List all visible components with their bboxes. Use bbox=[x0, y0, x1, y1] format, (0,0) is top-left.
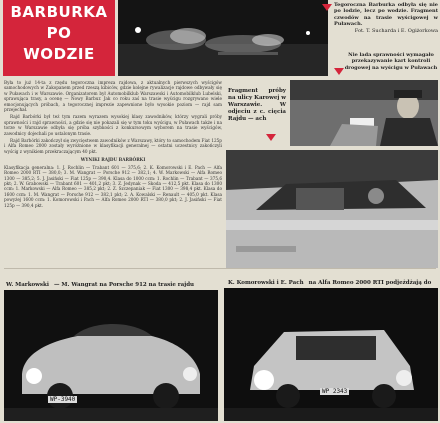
photo-porsche-night-image bbox=[4, 290, 218, 421]
right-photo-caption bbox=[344, 52, 438, 71]
results-text: Klasyfikacja generalna: 1. J. Rochlin — Trabant 601 — 375,6; 2. K. Komorowski i E. Pach — Alfa Romeo 2000 RTI — 380,0; 3. M. Wangrat — Porsche 912 — 382,1; 4. W. Markowski — Alfa Romeo 1300 — 385,2; 5. J. Jasiński — Fiat 125p — 390,4. Klasa do 1000 ccm: 1. Rochlin — Trabant — 375,6 pkt; 2. W. Grabowski — Trabant 601 — 401,2 pkt; 3. Z. Jedynak — Skoda — 412,5 pkt. Klasa do 1300 ccm: 1. Markowski — Alfa Romeo — 385,2 pkt; 2. Z. Szczepaniak — Fiat 1300 — 398,4 pkt. Klasa do 1600 ccm: 1. M. Wangrat — Porsche 912 — 382,1 pkt; 2. A. Kowalski — Renault — 405,0 pkt. Klasa powyżej 1600 ccm: 1. Komorowski i Pach — Alfa Romeo 2000 RTI — 380,0 pkt; 2. J. Jasiński — Fiat 125p — 390,4 pkt. bbox=[4, 164, 222, 208]
photo-car-rally bbox=[226, 150, 438, 268]
bottom-left-caption-names: W. Markowski bbox=[6, 282, 49, 288]
top-caption-credit: Fot. T. Sucharda i E. Ogiżorkowa bbox=[354, 28, 438, 35]
license-plate-right: WP 2343 bbox=[322, 388, 348, 395]
photo-porsche-night bbox=[4, 290, 218, 421]
caption-marker-icon-3 bbox=[266, 134, 276, 141]
article-paragraph-2: Rajd Barbórki był też tym razem wyrazem wysokiej klasy zawodników, którzy wygrali próby sprawności i rajd sprawności, a gdzie się nie pokazali się w tym toku wyścigu, w Puławach także i na torze w Warszawie odbyła się próba szybkości z konkursowym wyborem na trasie wyścigów, zawodnicy dojechali po ustalonym trasie. bbox=[4, 114, 222, 136]
results-heading: WYNIKI RAJDU BARBÓRKI bbox=[80, 157, 146, 163]
photo-night-race-water-image bbox=[118, 0, 328, 76]
article-title-box bbox=[3, 0, 115, 76]
bottom-right-caption-text: na Alfa Romeo 2000 RTI podjeżdżają do bbox=[308, 280, 432, 286]
article-title-line-2: PO bbox=[46, 24, 72, 42]
photo-card-handover bbox=[290, 80, 438, 146]
article-body bbox=[4, 80, 222, 280]
photo-alfa-romeo-night-image bbox=[224, 288, 438, 421]
top-caption-text: Tegoroczna Barburka odbyła się nie po lodzie, lecz po wodzie. Fragment czwodów na trasie wyścigowej w Puławach. bbox=[334, 2, 438, 27]
bottom-left-caption bbox=[6, 271, 218, 290]
bottom-right-caption-names: K. Komorowski i E. Pach bbox=[228, 280, 304, 286]
photo-night-race-water bbox=[118, 0, 328, 76]
top-photo-caption bbox=[334, 2, 438, 34]
caption-marker-icon bbox=[322, 4, 332, 11]
article-paragraph-1: Była to już 14-ta z rzędu tegoroczna impreza rajdowa, z aktualnych pierwszych wyścigów samochodowych w Zakopanem przed rzeszą kibiców, gdzie kolejne rywalizacje rajdowe odbywały się w Puławach i w Warszawie. Organizatorem był Automobilklub Warszawski i Automobilklub Lubelski, sprawująca trasy, a ocenę — Nowy Barbur. Jak co roku zaś na trasie wyścigu rozgrywano wiele emocjonujących próbach, a tegorocznej imprezie zapewnione było wysokie poziom — rajd sam przejechał. bbox=[4, 80, 222, 113]
article-title-line-3: WODZIE bbox=[23, 45, 95, 63]
right-caption-text: Nie lada sprawności wymagało przekazywanie kart kontroli drogowej na wyścigu w Puławach bbox=[344, 52, 438, 71]
article-title-line-1: BARBURKA bbox=[10, 3, 108, 21]
caption-marker-icon-2 bbox=[334, 68, 344, 75]
fragment-caption-text: Fragment próby na ulicy Karowej w Warszawie. W odjeciu z c. cięcia Rajdu — ach bbox=[228, 88, 286, 122]
article-paragraph-3: Rajd Barbórki zakończył się zwycięstwem zawodników z Warszawy, który to samochodem Fiat 125p i Alfa Romeo 2000 zostały wyróżnione w klasyfikacji generalnej — ostatni uczestnicy zakończyli wyścig z wynikiem przekraczającym 40 pkt. bbox=[4, 138, 222, 154]
photo-card-handover-image bbox=[290, 80, 438, 146]
photo-car-rally-image bbox=[226, 150, 438, 268]
photo-alfa-romeo-night bbox=[224, 288, 438, 421]
license-plate-left: WP-3940 bbox=[50, 396, 76, 403]
bottom-left-caption-text: — M. Wangrat na Porsche 912 na trasie rajdu bbox=[54, 282, 195, 288]
fragment-caption bbox=[228, 88, 286, 123]
